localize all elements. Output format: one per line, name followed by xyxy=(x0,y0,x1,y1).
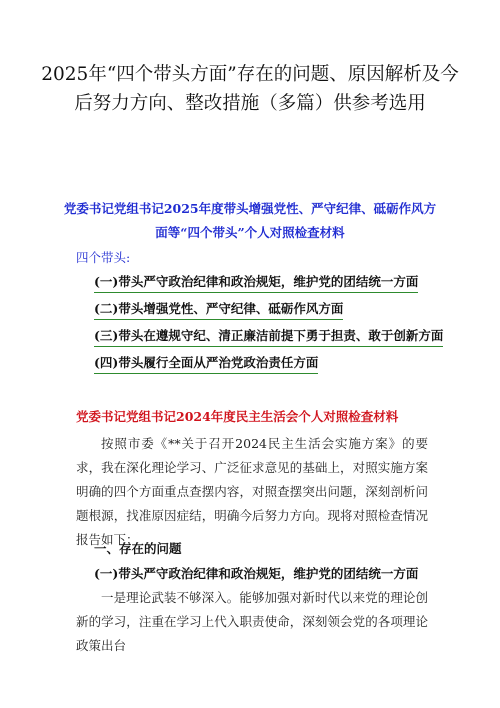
section2-title: 党委书记党组书记2024年度民主生活会个人对照检查材料 xyxy=(76,409,399,424)
list-item-1[interactable]: (一)带头严守政治纪律和政治规矩，维护党的团结统一方面 xyxy=(94,272,418,293)
list-item-2[interactable]: (二)带头增强党性、严守纪律、砥砺作风方面 xyxy=(94,299,343,320)
heading-problems: 一、存在的问题 xyxy=(94,541,182,556)
list-item-3[interactable]: (三)带头在遵规守纪、清正廉洁前提下勇于担责、敢于创新方面 xyxy=(94,326,443,347)
section1-title: 党委书记党组书记2025年度带头增强党性、严守纪律、砥砺作风方面等“四个带头”个人对照检查材料 xyxy=(63,201,437,240)
list-item-4[interactable]: (四)带头履行全面从严治党政治责任方面 xyxy=(94,353,318,374)
subheading-1: (一)带头严守政治纪律和政治规矩，维护党的团结统一方面 xyxy=(94,566,419,581)
document-title: 2025年“四个带头方面”存在的问题、原因解析及今后努力方向、整改措施（多篇）供参考选用 xyxy=(41,64,459,114)
section2-paragraph-2: 一是理论武装不够深入。能够加强对新时代以来党的理论创新的学习，注重在学习上代入职责使命，深刻领会党的各项理论政策出台 xyxy=(76,590,428,653)
section1-label: 四个带头: xyxy=(76,250,131,265)
section2-paragraph: 按照市委《**关于召开2024民主生活会实施方案》的要求，我在深化理论学习、广泛征求意见的基础上，对照实施方案明确的四个方面重点查摆内容，对照查摆突出问题，深刻剖析问题根源，找准原因症结，明确今后努力方向。现将对照检查情况报告如下： xyxy=(76,436,428,547)
